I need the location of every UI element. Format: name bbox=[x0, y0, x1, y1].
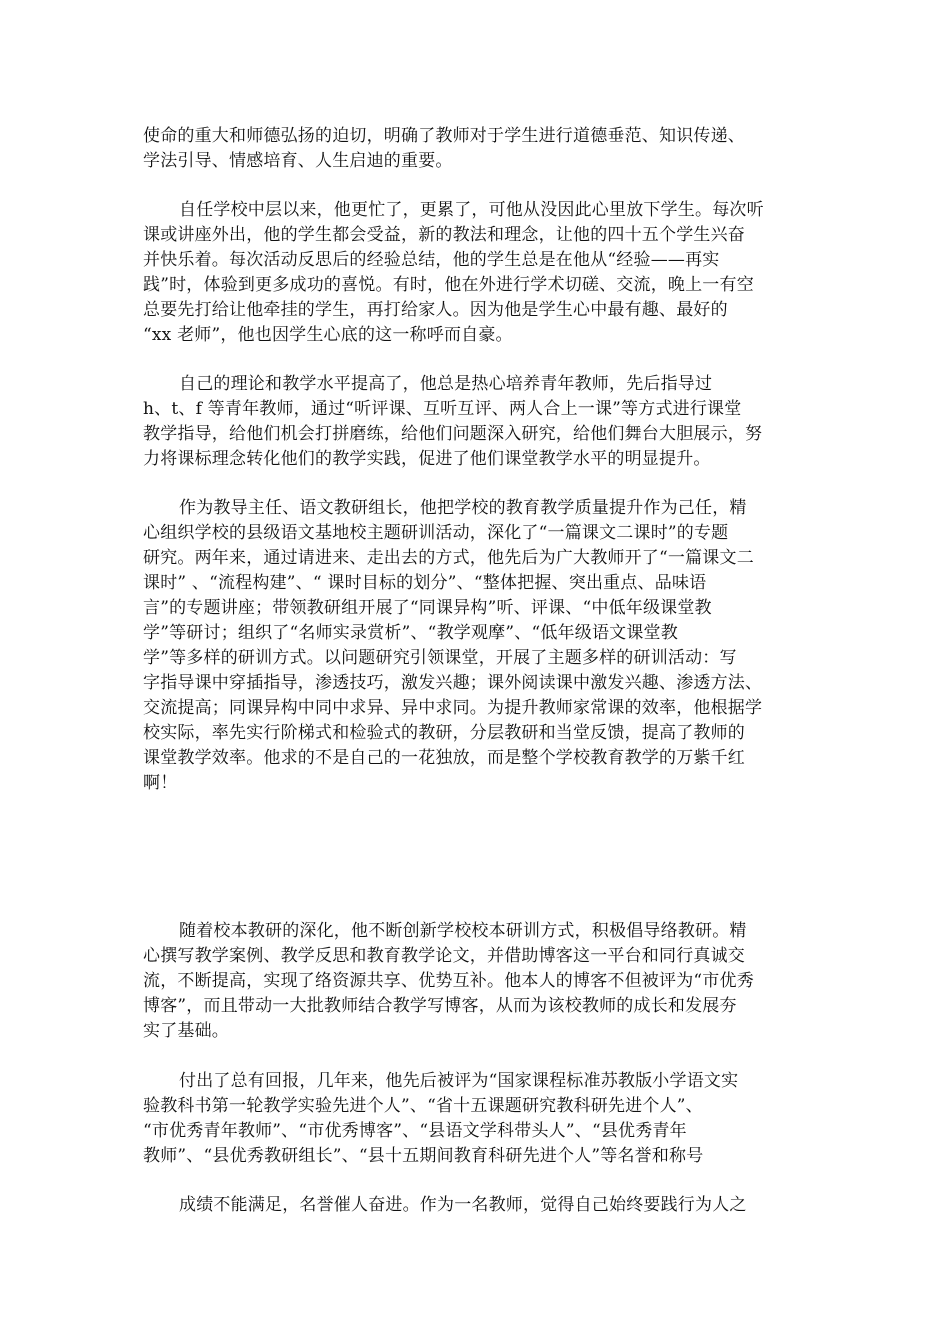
paragraph bbox=[143, 124, 808, 174]
paragraph bbox=[143, 1069, 808, 1169]
text-line: 博客”，而且带动一大批教师结合教学写博客，从而为该校教师的成长和发展夯 bbox=[143, 996, 737, 1016]
text-line: 付出了总有回报，几年来，他先后被评为“国家课程标准苏教版小学语文实 bbox=[179, 1071, 739, 1091]
paragraph bbox=[143, 198, 808, 348]
text-line: 作为教导主任、语文教研组长，他把学校的教育教学质量提升作为己任，精 bbox=[179, 498, 747, 518]
text-line: 啊！ bbox=[143, 773, 178, 793]
text-line: 字指导课中穿插指导，渗透技巧，激发兴趣；课外阅读课中激发兴趣、渗透方法、 bbox=[143, 673, 763, 693]
text-line: 流，不断提高，实现了络资源共享、优势互补。他本人的博客不但被评为“市优秀 bbox=[143, 971, 754, 991]
text-line: 交流提高；同课异构中同中求异、异中求同。为提升教师家常课的效率，他根据学 bbox=[143, 698, 763, 718]
text-line: 研究。两年来，通过请进来、走出去的方式，他先后为广大教师开了“一篇课文二 bbox=[143, 548, 754, 568]
text-line: 自任学校中层以来，他更忙了，更累了，可他从没因此心里放下学生。每次听 bbox=[179, 200, 764, 220]
text-line: 总要先打给让他牵挂的学生，再打给家人。因为他是学生心中最有趣、最好的 bbox=[143, 300, 728, 320]
text-line: “xx 老师”，他也因学生心底的这一称呼而自豪。 bbox=[143, 325, 513, 345]
text-line: “市优秀青年教师”、“市优秀博客”、“县语文学科带头人”、“县优秀青年 bbox=[143, 1121, 687, 1141]
text-line: 成绩不能满足，名誉催人奋进。作为一名教师，觉得自己始终要践行为人之 bbox=[179, 1195, 747, 1215]
text-line: 践”时，体验到更多成功的喜悦。有时，他在外进行学术切磋、交流，晚上一有空 bbox=[143, 275, 754, 295]
text-line: 心组织学校的县级语文基地校主题研训活动，深化了“一篇课文二课时”的专题 bbox=[143, 523, 729, 543]
text-line: 并快乐着。每次活动反思后的经验总结，他的学生总是在他从“经验——再实 bbox=[143, 250, 720, 270]
text-line: h、t、f 等青年教师，通过“听评课、互听互评、两人合上一课”等方式进行课堂 bbox=[143, 399, 742, 419]
text-line: 心撰写教学案例、教学反思和教育教学论文，并借助博客这一平台和同行真诚交 bbox=[143, 946, 745, 966]
text-line: 课堂教学效率。他求的不是自己的一花独放，而是整个学校教育教学的万紫千红 bbox=[143, 748, 745, 768]
text-line: 自己的理论和教学水平提高了，他总是热心培养青年教师，先后指导过 bbox=[179, 374, 713, 394]
text-line: 学”等研讨；组织了“名师实录赏析”、“教学观摩”、“低年级语文课堂教 bbox=[143, 623, 678, 643]
paragraph bbox=[143, 1193, 808, 1218]
paragraph bbox=[143, 919, 808, 1044]
text-line: 学法引导、情感培育、人生启迪的重要。 bbox=[143, 151, 453, 171]
text-line: 力将课标理念转化他们的教学实践，促进了他们课堂教学水平的明显提升。 bbox=[143, 449, 711, 469]
text-line: 学”等多样的研训方式。以问题研究引领课堂，开展了主题多样的研训活动：写 bbox=[143, 648, 737, 668]
text-line: 课或讲座外出，他的学生都会受益，新的教法和理念，让他的四十五个学生兴奋 bbox=[143, 225, 745, 245]
text-line: 教学指导，给他们机会打拼磨练，给他们问题深入研究，给他们舞台大胆展示，努 bbox=[143, 424, 763, 444]
text-line: 验教科书第一轮教学实验先进个人”、“省十五课题研究教科研先进个人”、 bbox=[143, 1096, 703, 1116]
paragraph bbox=[143, 372, 808, 472]
paragraph bbox=[143, 496, 808, 796]
text-line: 随着校本教研的深化，他不断创新学校校本研训方式，积极倡导络教研。精 bbox=[179, 921, 747, 941]
text-line: 教师”、“县优秀教研组长”、“县十五期间教育科研先进个人”等名誉和称号 bbox=[143, 1146, 704, 1166]
text-line: 校实际，率先实行阶梯式和检验式的教研，分层教研和当堂反馈，提高了教师的 bbox=[143, 723, 745, 743]
text-line: 使命的重大和师德弘扬的迫切，明确了教师对于学生进行道德垂范、知识传递、 bbox=[143, 126, 745, 146]
text-line: 言”的专题讲座；带领教研组开展了“同课异构”听、评课、“中低年级课堂教 bbox=[143, 598, 712, 618]
text-line: 实了基础。 bbox=[143, 1021, 229, 1041]
text-line: 课时” 、“流程构建”、“ 课时目标的划分”、“整体把握、突出重点、品味语 bbox=[143, 573, 707, 593]
